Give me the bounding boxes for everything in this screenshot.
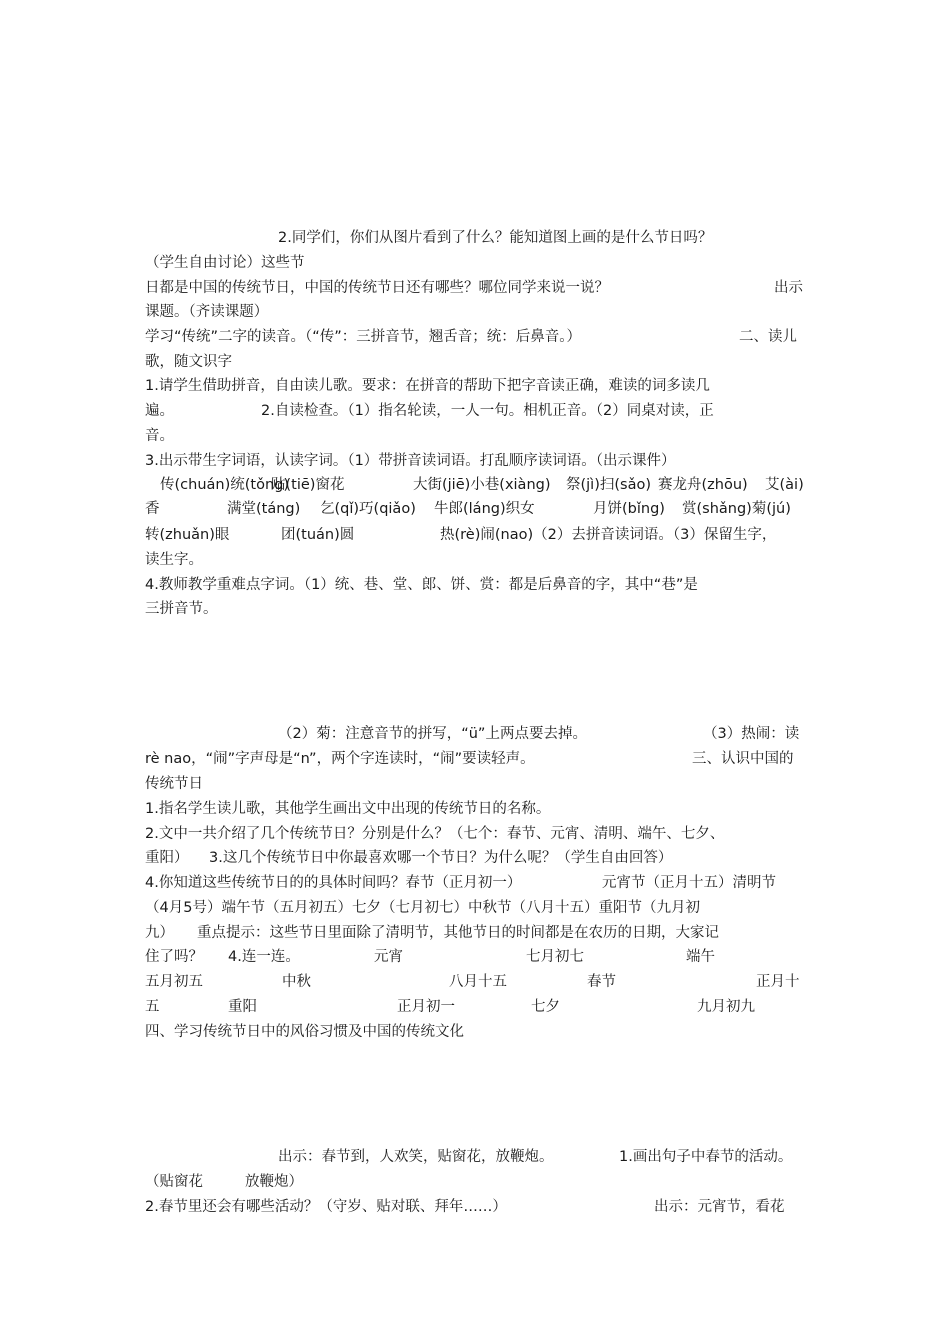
text-segment: 4.连一连。 xyxy=(228,949,300,965)
text-line xyxy=(145,995,815,1019)
text-segment: 重阳 xyxy=(228,999,257,1015)
text-segment: 月饼(bǐng) xyxy=(593,501,665,517)
text-segment: 1.指名学生读儿歌，其他学生画出文中出现的传统节日的名称。 xyxy=(145,801,551,817)
text-segment: （学生自由讨论）这些节 xyxy=(145,255,305,271)
text-line xyxy=(145,424,815,448)
text-segment: 歌，随文识字 xyxy=(145,354,232,370)
text-segment: 热(rè)闹(nao)（2）去拼音读词语。（3）保留生字， xyxy=(440,527,777,543)
text-line xyxy=(145,921,815,945)
text-segment: 重阳） xyxy=(145,850,189,866)
text-segment: 出示：元宵节，看花 xyxy=(654,1199,785,1215)
text-segment: 出示：春节到，人欢笑，贴窗花，放鞭炮。 xyxy=(278,1149,554,1165)
text-segment: （4月5号）端午节（五月初五）七夕（七月初七）中秋节（八月十五）重阳节（九月初 xyxy=(145,900,700,916)
text-segment: 九月初九 xyxy=(697,999,755,1015)
text-line xyxy=(145,374,815,398)
text-line xyxy=(145,473,815,497)
text-segment: 七夕 xyxy=(531,999,560,1015)
text-segment: 三拼音节。 xyxy=(145,601,218,617)
text-line xyxy=(145,1195,815,1219)
text-line xyxy=(145,747,815,771)
text-line xyxy=(145,896,815,920)
text-segment: rè nao，“闹”字声母是“n”，两个字连读时，“闹”要读轻声。 xyxy=(145,751,535,767)
text-segment: 乞(qǐ)巧(qiǎo) xyxy=(320,501,416,517)
text-line xyxy=(145,226,815,250)
text-segment: 大街(jiē)小巷(xiàng) xyxy=(413,477,551,493)
text-segment: 艾(ài) xyxy=(765,477,804,493)
text-line xyxy=(145,1170,815,1194)
text-segment: 赛龙舟(zhōu) xyxy=(658,477,748,493)
text-line xyxy=(145,597,815,621)
text-line xyxy=(145,822,815,846)
text-segment: 传(chuán)统(tǒng) xyxy=(160,477,290,493)
text-segment: （3）热闹：读 xyxy=(703,726,800,742)
text-segment: 元宵 xyxy=(374,949,403,965)
text-segment: 重点提示：这些节日里面除了清明节，其他节日的时间都是在农历的日期，大家记 xyxy=(197,925,719,941)
text-segment: 住了吗？ xyxy=(145,949,203,965)
text-segment: 音。 xyxy=(145,428,174,444)
text-segment: 传统节日 xyxy=(145,776,203,792)
text-segment: 课题。（齐读课题） xyxy=(145,304,269,320)
text-segment: 2.同学们，你们从图片看到了什么？能知道图上画的是什么节日吗？ xyxy=(278,230,713,246)
text-segment: （2）菊：注意音节的拼写，“ü”上两点要去掉。 xyxy=(278,726,587,742)
text-line xyxy=(145,970,815,994)
text-line xyxy=(145,945,815,969)
text-segment: 日都是中国的传统节日，中国的传统节日还有哪些？哪位同学来说一说？ xyxy=(145,280,609,296)
text-segment: 3.出示带生字词语，认读字词。（1）带拼音读词语。打乱顺序读词语。（出示课件） xyxy=(145,453,676,469)
text-line xyxy=(145,1145,815,1169)
text-segment: 放鞭炮） xyxy=(245,1174,303,1190)
text-line xyxy=(145,846,815,870)
text-segment: （贴窗花 xyxy=(145,1174,203,1190)
text-segment: 香 xyxy=(145,501,160,517)
text-segment: 赏(shǎng)菊(jú) xyxy=(682,501,791,517)
text-segment: 读生字。 xyxy=(145,552,203,568)
text-line xyxy=(145,449,815,473)
text-segment: 七月初七 xyxy=(526,949,584,965)
text-line xyxy=(145,300,815,324)
text-segment: 2.春节里还会有哪些活动？（守岁、贴对联、拜年……） xyxy=(145,1199,507,1215)
text-segment: 3.这几个传统节日中你最喜欢哪一个节日？为什么呢？（学生自由回答） xyxy=(209,850,673,866)
text-segment: 4.教师教学重难点字词。（1）统、巷、堂、郎、饼、赏：都是后鼻音的字，其中“巷”是 xyxy=(145,577,698,593)
text-line xyxy=(145,399,815,423)
text-line xyxy=(145,276,815,300)
text-segment: 祭(jì)扫(sǎo) xyxy=(566,477,651,493)
text-line xyxy=(145,797,815,821)
text-segment: 贴(tiē)窗花 xyxy=(271,477,345,493)
text-line xyxy=(145,548,815,572)
text-segment: 五月初五 xyxy=(145,974,203,990)
text-segment: 正月初一 xyxy=(397,999,455,1015)
text-segment: 春节 xyxy=(587,974,616,990)
text-segment: 学习“传统”二字的读音。（“传”：三拼音节，翘舌音；统：后鼻音。） xyxy=(145,329,582,345)
text-segment: 2.自读检查。（1）指名轮读，一人一句。相机正音。（2）同桌对读，正 xyxy=(261,403,714,419)
text-segment: 五 xyxy=(145,999,160,1015)
text-line xyxy=(145,573,815,597)
text-segment: 出示 xyxy=(774,280,803,296)
text-segment: 遍。 xyxy=(145,403,174,419)
text-line xyxy=(145,523,815,547)
text-segment: 八月十五 xyxy=(449,974,507,990)
text-line xyxy=(145,325,815,349)
text-segment: 团(tuán)圆 xyxy=(281,527,355,543)
text-segment: 1.画出句子中春节的活动。 xyxy=(619,1149,793,1165)
text-segment: 九） xyxy=(145,925,174,941)
text-segment: 中秋 xyxy=(282,974,311,990)
text-line xyxy=(145,251,815,275)
text-segment: 三、认识中国的 xyxy=(692,751,794,767)
text-line xyxy=(145,772,815,796)
text-segment: 元宵节（正月十五）清明节 xyxy=(602,875,776,891)
text-line xyxy=(145,497,815,521)
text-line xyxy=(145,871,815,895)
text-segment: 四、学习传统节日中的风俗习惯及中国的传统文化 xyxy=(145,1024,464,1040)
text-segment: 2.文中一共介绍了几个传统节日？分别是什么？（七个：春节、元宵、清明、端午、七夕、 xyxy=(145,826,725,842)
text-line xyxy=(145,1020,815,1044)
text-segment: 转(zhuǎn)眼 xyxy=(145,527,230,543)
text-line xyxy=(145,350,815,374)
text-segment: 1.请学生借助拼音，自由读儿歌。要求：在拼音的帮助下把字音读正确，难读的词多读几 xyxy=(145,378,710,394)
text-segment: 满堂(táng) xyxy=(227,501,301,517)
text-segment: 4.你知道这些传统节日的的具体时间吗？春节（正月初一） xyxy=(145,875,522,891)
text-segment: 牛郎(láng)织女 xyxy=(434,501,535,517)
text-line xyxy=(145,722,815,746)
text-segment: 端午 xyxy=(686,949,715,965)
text-segment: 正月十 xyxy=(756,974,800,990)
text-segment: 二、读儿 xyxy=(739,329,797,345)
